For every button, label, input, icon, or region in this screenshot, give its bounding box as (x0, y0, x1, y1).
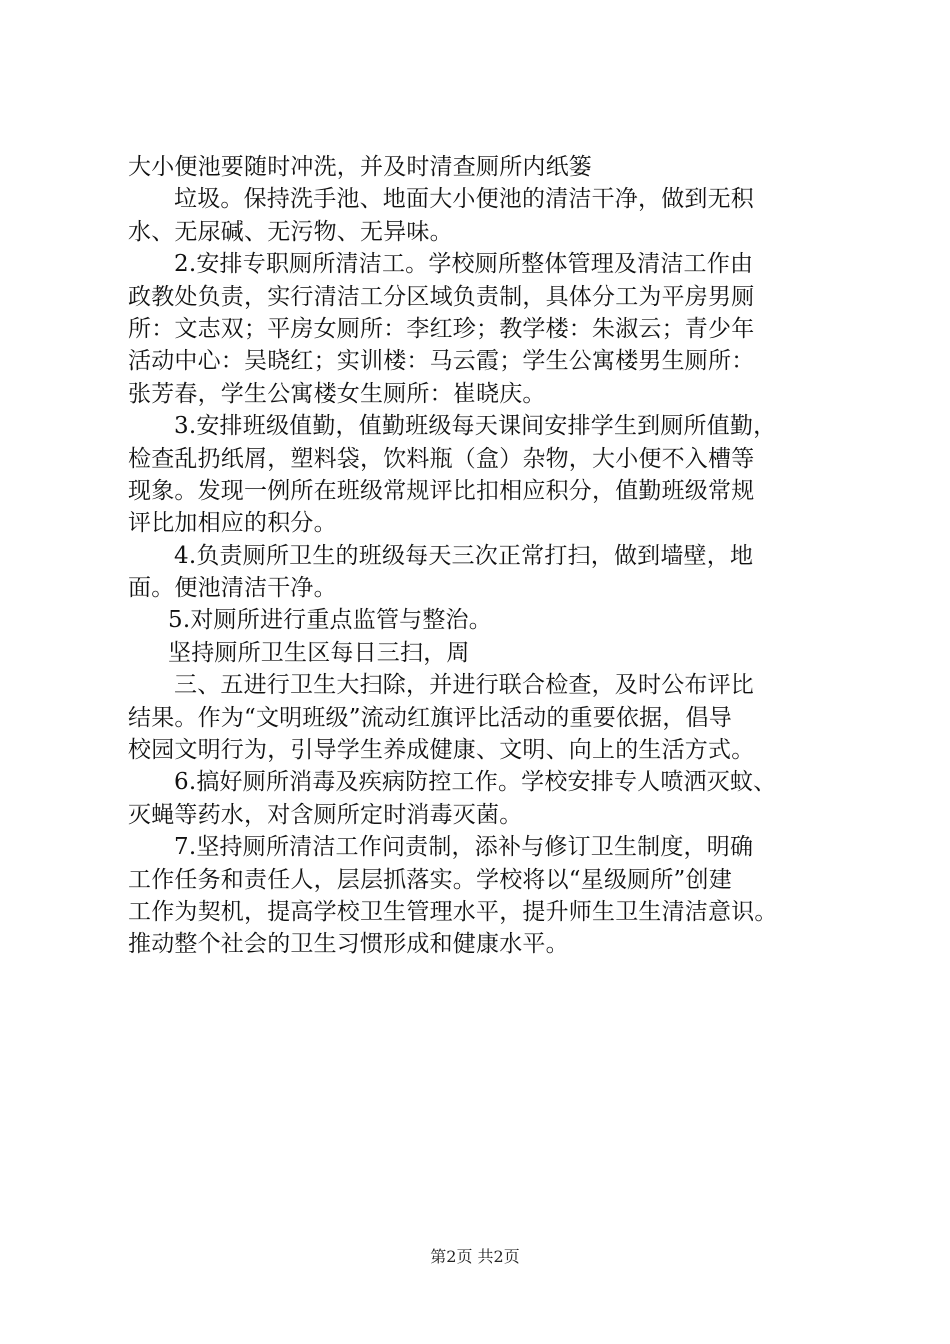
document-body (128, 151, 840, 961)
text-line: 垃圾。保持洗手池、地面大小便池的清洁干净，做到无积 (174, 186, 754, 213)
text-line: 7.坚持厕所清洁工作问责制，添补与修订卫生制度，明确 (174, 834, 754, 861)
text-line: 校园文明行为，引导学生养成健康、文明、向上的生活方式。 (128, 737, 755, 764)
text-line: 3.安排班级值勤，值勤班级每天课间安排学生到厕所值勤， (174, 413, 777, 440)
text-line: 工作为契机，提高学校卫生管理水平，提升师生卫生清洁意识。 (128, 898, 778, 925)
text-line: 4.负责厕所卫生的班级每天三次正常打扫，做到墙壁，地 (174, 542, 754, 569)
text-line: 工作任务和责任人，层层抓落实。学校将以“星级厕所”创建 (128, 866, 732, 893)
text-line: 大小便池要随时冲洗，并及时清查厕所内纸篓 (128, 154, 592, 180)
text-line: 所：文志双；平房女厕所：李红珍；教学楼：朱淑云；青少年 (128, 315, 755, 342)
text-line: 评比加相应的积分。 (128, 510, 337, 537)
text-line: 灭蝇等药水，对含厕所定时消毒灭菌。 (128, 801, 523, 828)
page-footer (0, 1247, 950, 1267)
text-line: 2.安排专职厕所清洁工。学校厕所整体管理及清洁工作由 (174, 251, 754, 278)
text-line: 结果。作为“文明班级”流动红旗评比活动的重要依据，倡导 (128, 704, 732, 731)
text-line: 张芳春，学生公寓楼女生厕所：崔晓庆。 (128, 380, 546, 407)
text-line: 现象。发现一例所在班级常规评比扣相应积分，值勤班级常规 (128, 477, 755, 504)
page-number: 第2页 共2页 (430, 1247, 520, 1266)
text-line: 坚持厕所卫生区每日三扫，周 (168, 639, 470, 666)
text-line: 活动中心：吴晓红；实训楼：马云霞；学生公寓楼男生厕所： (128, 348, 755, 375)
text-line: 6.搞好厕所消毒及疾病防控工作。学校安排专人喷洒灭蚊、 (174, 769, 777, 796)
text-line: 三、五进行卫生大扫除，并进行联合检查，及时公布评比 (174, 672, 754, 699)
text-line: 水、无尿碱、无污物、无异味。 (128, 218, 453, 245)
text-line: 推动整个社会的卫生习惯形成和健康水平。 (128, 931, 569, 958)
text-line: 面。便池清洁干净。 (128, 575, 337, 602)
text-line: 检查乱扔纸屑，塑料袋，饮料瓶（盒）杂物，大小便不入槽等 (128, 445, 755, 472)
text-line: 5.对厕所进行重点监管与整治。 (168, 607, 492, 634)
text-line: 政教处负责，实行清洁工分区域负责制，具体分工为平房男厕 (128, 283, 755, 310)
